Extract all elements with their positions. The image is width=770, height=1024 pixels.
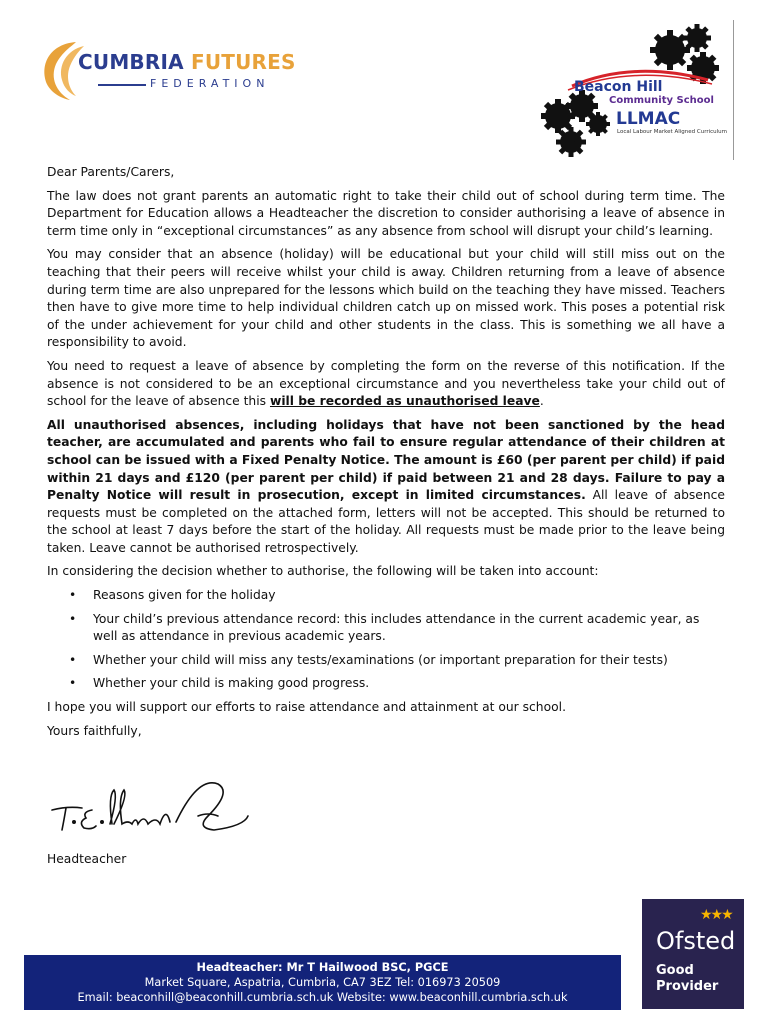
footer-contact-banner — [24, 955, 621, 1010]
ofsted-word: Ofsted — [656, 927, 736, 955]
cumbria-federation-subtitle: FEDERATION — [150, 77, 270, 90]
ofsted-rating: Good Provider — [656, 963, 719, 994]
beacon-hill-name: Beacon Hill — [574, 79, 663, 95]
footer-address: Market Square, Aspatria, Cumbria, CA7 3EZ Tel: 016973 20509 — [144, 976, 501, 989]
llmac-label: LLMAC — [616, 109, 681, 129]
penalty-notice-text: All unauthorised absences, including holidays that have not been sanctioned by the head teacher, are accumulated and parents who fail to ensure regular attendance of their children at school can be issued with a Fixed Penalty Notice. The amount is £60 (per parent per child) if paid within 21 days and £120 (per parent per child) if paid between 21 and 28 days. Failure to pay a Penalty Notice will result in prosecution, except in limited circumstances. — [47, 417, 725, 503]
cumbria-divider — [98, 84, 146, 86]
list-item: • Whether your child is making good progress. — [93, 675, 725, 693]
list-item: • Reasons given for the holiday — [93, 587, 725, 605]
paragraph-3: You need to request a leave of absence by completing the form on the reverse of this notification. If the absence is not considered to be an exceptional circumstance and you nevertheless take your child out of school for the leave of absence this will be recorded as unauthorised leave. — [47, 358, 725, 409]
community-school-label: Community School — [609, 95, 714, 106]
signature-image — [48, 776, 258, 844]
paragraph-6: I hope you will support our efforts to raise attendance and attainment at our school. — [47, 700, 566, 715]
paragraph-1: The law does not grant parents an automatic right to take their child out of school during term time. The Department for Education allows a Headteacher the discretion to consider authorising a leave of absence in term time only in “exceptional circumstances” as any absence from school will disrupt your child’s learning. — [47, 188, 725, 238]
ofsted-badge — [642, 899, 744, 1009]
paragraph-5: In considering the decision whether to authorise, the following will be taken into account: — [47, 564, 599, 579]
unauthorised-leave-emphasis: will be recorded as unauthorised leave — [269, 394, 540, 409]
list-item: • Your child’s previous attendance record: this includes attendance in the current academic year, as well as attendance in previous academic years. — [93, 611, 725, 646]
cumbria-futures-title: CUMBRIA FUTURES — [78, 50, 296, 74]
salutation: Dear Parents/Carers, — [47, 165, 175, 179]
signatory-role: Headteacher — [47, 852, 127, 866]
footer-headteacher: Headteacher: Mr T Hailwood BSC, PGCE — [196, 961, 449, 974]
paragraph-2: You may consider that an absence (holiday) will be educational but your child will still miss out on the teaching that their peers will receive whilst your child is away. Children returning from a leave of absence during term time are also unprepared for the lessons which build on the teaching they have missed. Teachers then have to give more time to help individual children catch up on missed work. This poses a potential risk of the under achievement for your child and other students in the class. This is something we all have a responsibility to avoid. — [47, 247, 725, 350]
llmac-tagline: Local Labour Market Aligned Curriculum — [617, 129, 728, 135]
closing: Yours faithfully, — [47, 723, 142, 738]
considerations-list — [47, 587, 725, 693]
letter-body — [47, 164, 725, 746]
ofsted-stars-icon: ★★★ — [700, 907, 732, 923]
logo-divider — [733, 20, 734, 160]
paragraph-4: All unauthorised absences, including holidays that have not been sanctioned by the head teacher, are accumulated and parents who fail to ensure regular attendance of their children at school can be issued with a Fixed Penalty Notice. The amount is £60 (per parent per child) if paid within 21 days and £120 (per parent per child) if paid between 21 and 28 days. Failure to pay a Penalty Notice will result in prosecution, except in limited circumstances. All leave of absence requests must be completed on the attached form, letters will not be accepted. This should be returned to the school at least 7 days before the start of the holiday. All requests must be made prior to the leave being taken. Leave cannot be authorised retrospectively. — [47, 417, 725, 555]
footer-email-website: Email: beaconhill@beaconhill.cumbria.sch.uk Website: www.beaconhill.cumbria.sch.uk — [77, 991, 568, 1004]
list-item: • Whether your child will miss any tests/examinations (or important preparation for their tests) — [93, 652, 725, 670]
